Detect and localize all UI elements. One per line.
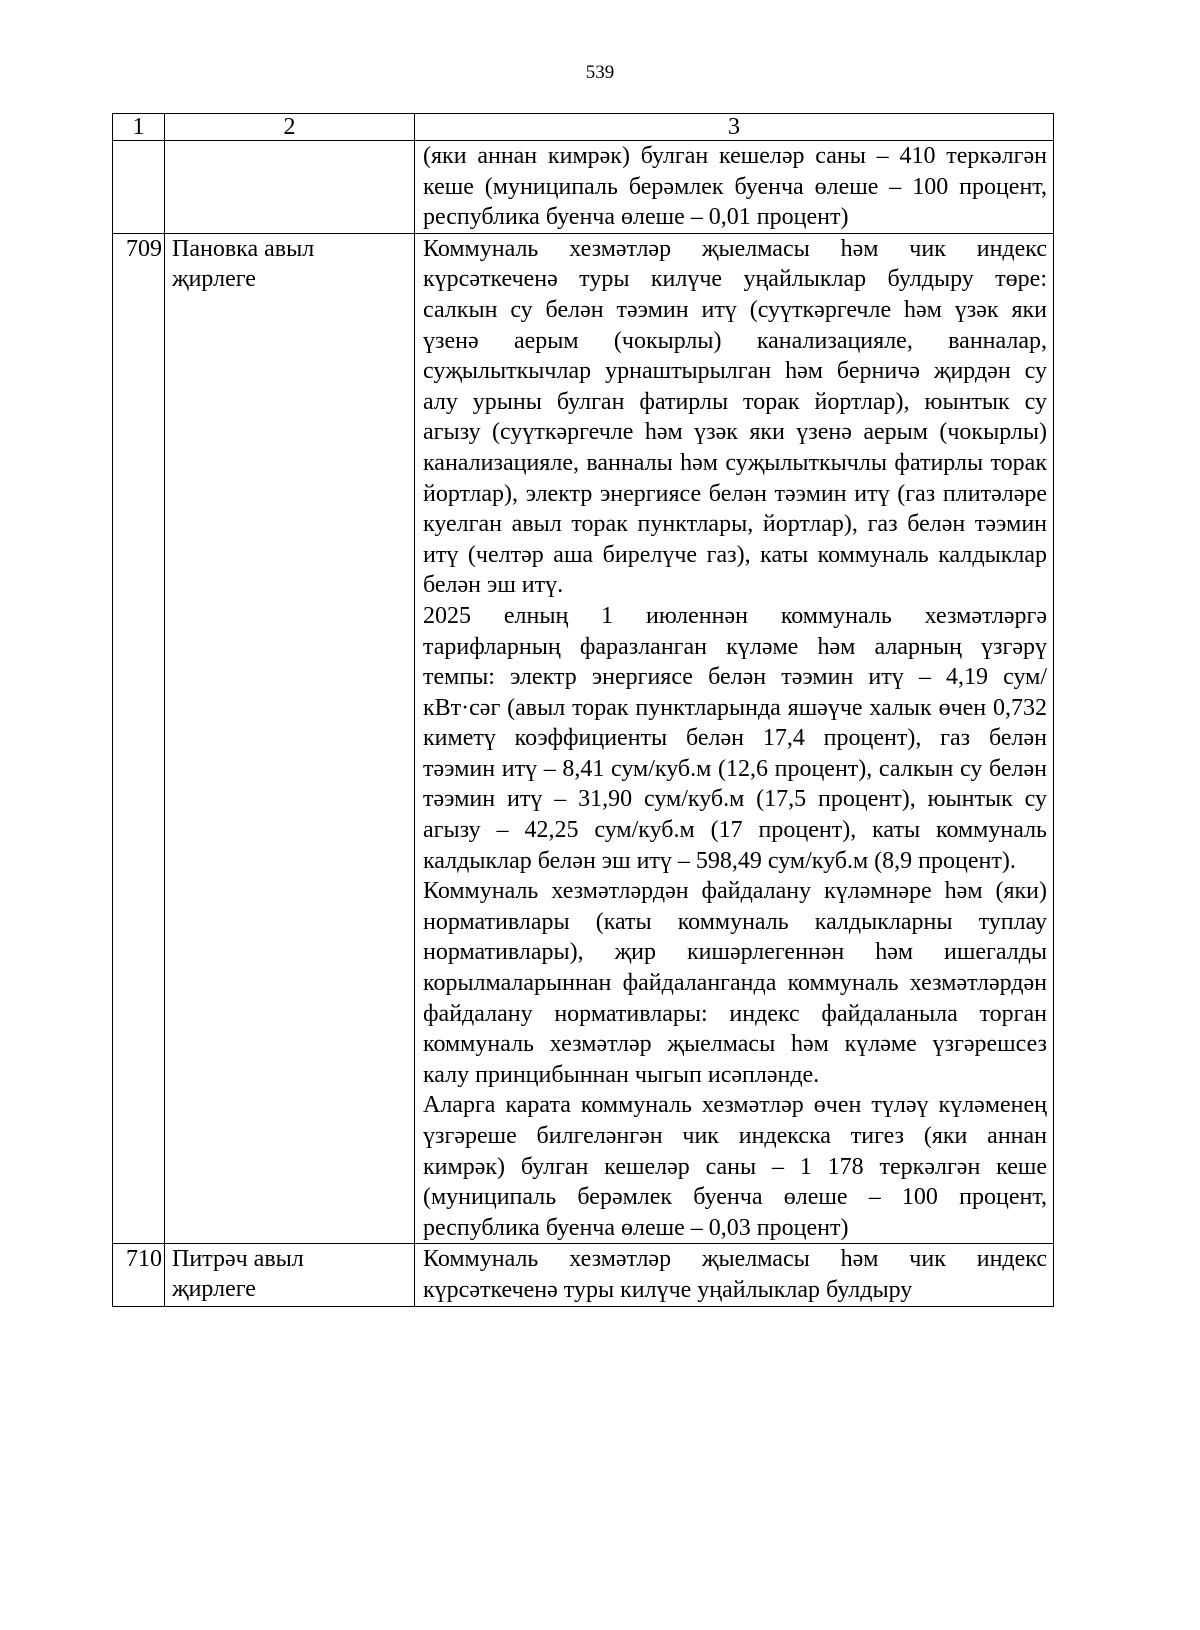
settlement-name-line: җирлеге (172, 1276, 256, 1303)
document-table (112, 113, 1054, 1307)
header-col-1: 1 (113, 114, 165, 141)
content-paragraph: Аларга карата коммуналь хезмәтләр өчен түләү күләменең үзгәреше билгеләнгән чик индекска тигез (яки аннан кимрәк) булган кешеләр саны – 1 178 теркәлгән кеше (муниципаль берәмлек буенча өлеше – 100 процент, республика буенча өлеше – 0,03 процент) (423, 1092, 1047, 1241)
settlement-name-line: җирлеге (172, 265, 256, 292)
row-number (113, 141, 165, 234)
table-row (113, 233, 1054, 1244)
table-header-row (113, 114, 1054, 141)
content-paragraph: (яки аннан кимрәк) булган кешеләр саны – 410 теркәлгән кеше (муниципаль берәмлек буенча өлеше – 100 процент, республика буенча өлеше – 0,01 процент) (423, 143, 1047, 231)
page-number: 539 (585, 62, 615, 83)
settlement-name (165, 1244, 415, 1306)
header-col-2: 2 (165, 114, 415, 141)
table-row (113, 141, 1054, 234)
content-paragraph: Коммуналь хезмәтләр җыелмасы һәм чик индекс күрсәткеченә туры килүче уңайлыклар булдыру (423, 1246, 1047, 1303)
content-paragraph: Коммуналь хезмәтләр җыелмасы һәм чик индекс күрсәткеченә туры килүче уңайлыклар булдыру төре: салкын су белән тәэмин итү (суүткәргечле һәм үзәк яки үзенә аерым (чокырлы) канализацияле, ванналар, суҗылыткычлар урнаштырылган һәм берничә җирдән су алу урыны булган фатирлы торак йортлар), юынтык су агызу (суүткәргечле һәм үзәк яки үзенә аерым (чокырлы) канализацияле, ванналы һәм суҗылыткычлы фатирлы торак йортлар), электр энергиясе белән тәэмин итү (газ плитәләре куелган авыл торак пунктлары, йортлар), газ белән тәэмин итү (челтәр аша бирелүче газ), каты коммуналь калдыклар белән эш итү. (423, 235, 1047, 599)
row-number: 709 (113, 233, 165, 1244)
content-paragraph: Коммуналь хезмәтләрдән файдалану күләмнәре һәм (яки) нормативлары (каты коммуналь калдыкларны туплау нормативлары), җир кишәрлегеннән һәм ишегалды корылмаларыннан файдаланганда коммуналь хезмәтләрдән файдалану нормативлары: индекс файдаланыла торган коммуналь хезмәтләр җыелмасы һәм күләме үзгәрешсез калу принцибыннан чыгып исәпләнде. (423, 878, 1047, 1088)
table-row (113, 1244, 1054, 1306)
settlement-name (165, 141, 415, 234)
row-content (415, 233, 1054, 1244)
row-content (415, 141, 1054, 234)
settlement-name-line: Пановка авыл (172, 235, 315, 262)
row-content (415, 1244, 1054, 1306)
settlement-name (165, 233, 415, 1244)
row-number: 710 (113, 1244, 165, 1306)
header-col-3: 3 (415, 114, 1054, 141)
settlement-name-line: Питрәч авыл (172, 1246, 304, 1273)
content-paragraph: 2025 елның 1 июленнән коммуналь хезмәтләргә тарифларның фаразланган күләме һәм аларның үзгәрү темпы: электр энергиясе белән тәэмин итү – 4,19 сум/кВт·сәг (авыл торак пунктларында яшәүче халык өчен 0,732 киметү коэффициенты белән 17,4 процент), газ белән тәэмин итү – 8,41 сум/куб.м (12,6 процент), салкын су белән тәэмин итү – 31,90 сум/куб.м (17,5 процент), юынтык су агызу – 42,25 сум/куб.м (17 процент), каты коммуналь калдыклар белән эш итү – 598,49 сум/куб.м (8,9 процент). (423, 602, 1047, 874)
